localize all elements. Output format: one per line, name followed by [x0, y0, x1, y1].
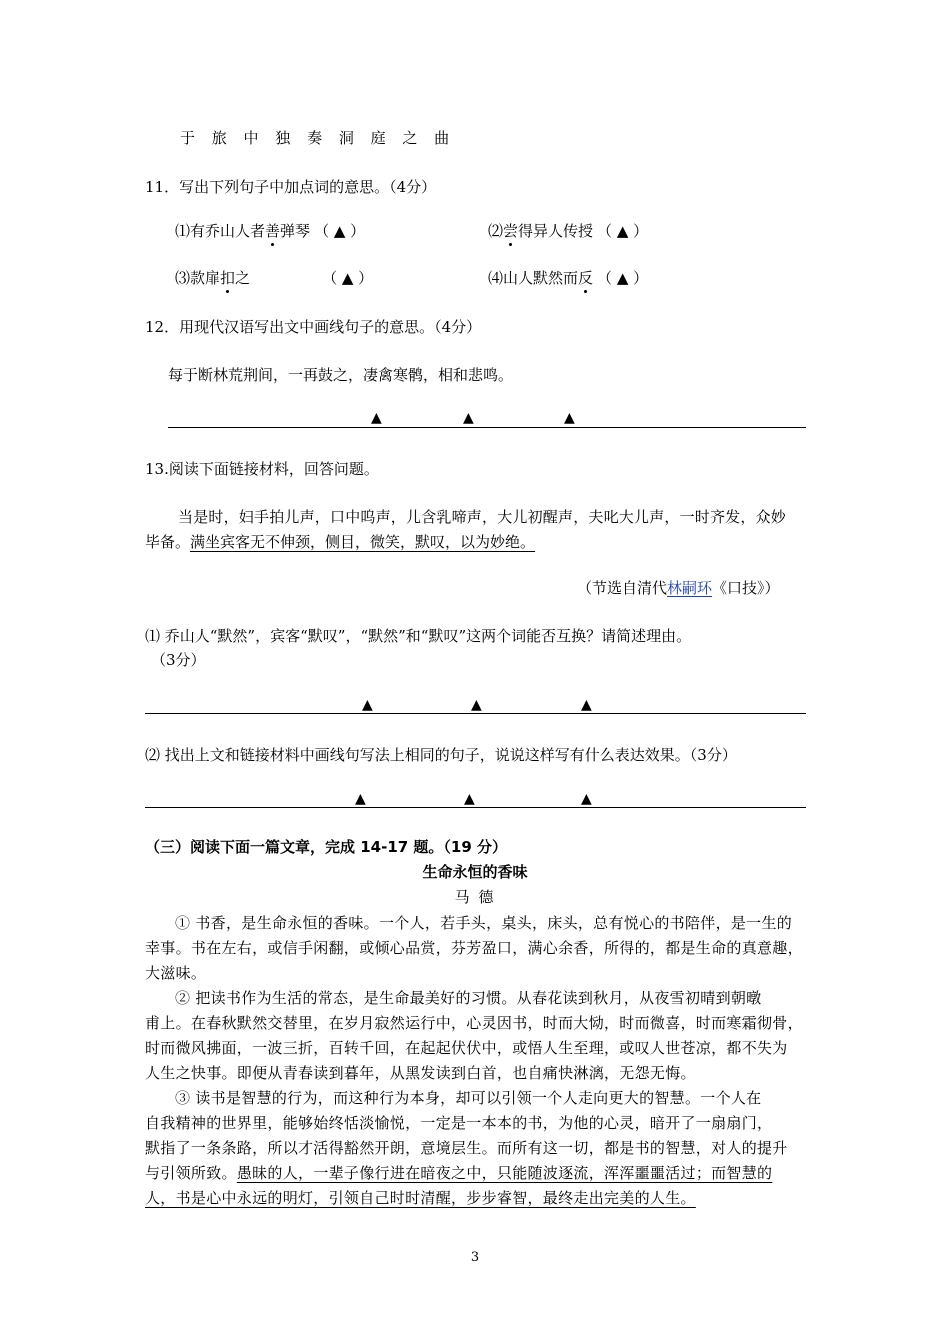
q11-dotted-word: 反 [578, 269, 594, 287]
answer-marker: ▲ [355, 791, 366, 807]
answer-marker: ▲ [581, 791, 592, 807]
q13-sub2: ⑵ 找出上文和链接材料中画线句写法上相同的句子，说说这样写有什么表达效果。（3分） [145, 746, 737, 764]
paragraph-1-line: ① 书香，是生命永恒的香味。一个人，若手头，桌头，床头，总有悦心的书陪伴，是一生的 [175, 914, 793, 932]
paragraph-3-underlined-sentence: 人，书是心中永远的明灯，引领自己时时清醒，步步睿智，最终走出完美的人生。 [145, 1189, 696, 1207]
paragraph-3-line [145, 1187, 810, 1208]
q13-source [577, 577, 780, 598]
q11-item-num: ⑴ [175, 222, 191, 240]
q11-item-num: ⑶ [175, 269, 191, 287]
article-author: 马 德 [454, 888, 496, 906]
q11-item-pre: 款扉 [190, 269, 221, 287]
q11-dotted-word: 尝 [503, 222, 519, 240]
q12-sentence: 每于断林荒荆间，一再鼓之，凄禽寒鹘，相和悲鸣。 [168, 366, 514, 384]
paragraph-3-line: 默指了一条条路，所以才活得豁然开朗，意境层生。而所有这一切，都是书的智慧，对人的提升 [145, 1139, 788, 1157]
answer-marker: ▲ [471, 697, 482, 713]
q11-item-2 [488, 220, 648, 241]
article-title: 生命永恒的香味 [422, 863, 528, 881]
q13-material-line-2 [145, 531, 535, 552]
paragraph-2-line: 时而微风拂面，一波三折，百转千回，在起起伏伏中，或悟人生至理，或叹人世苍凉，都不失为 [145, 1039, 788, 1057]
paragraph-2-line: ② 把读书作为生活的常态，是生命最美好的习惯。从春花读到秋月，从夜雪初晴到朝暾 [175, 989, 762, 1007]
q11-stem: 11．写出下列句子中加点词的意思。（4分） [145, 178, 437, 196]
q11-item-num: ⑷ [488, 269, 504, 287]
answer-marker: ▲ [564, 410, 575, 426]
paragraph-3-plain: 与引领所致。 [145, 1164, 237, 1182]
q13-stem: 13.阅读下面链接材料，回答问题。 [145, 460, 379, 478]
paragraph-3-line [145, 1162, 810, 1183]
paragraph-3-line: ③ 读书是智慧的行为，而这种行为本身，却可以引领一个人走向更大的智慧。一个人在 [175, 1089, 762, 1107]
source-suffix: 《口技》） [712, 579, 780, 597]
paragraph-2-line: 人生之快事。即便从青春读到暮年，从黑发读到白首，也自痛快淋漓，无怨无悔。 [145, 1064, 696, 1082]
q11-answer-blank[interactable]: （ ▲ ） [597, 269, 649, 287]
author-link[interactable]: 林嗣环 [667, 579, 713, 597]
q11-answer-blank[interactable]: （ ▲ ） [322, 269, 374, 287]
answer-marker: ▲ [371, 410, 382, 426]
q13-sub1-line-2: （3分） [151, 651, 206, 669]
q12-answer-line[interactable] [168, 427, 806, 428]
answer-marker: ▲ [362, 697, 373, 713]
q11-item-post: 弹琴 [280, 222, 311, 240]
q11-dotted-word: 善 [265, 222, 281, 240]
q13-sub1-line-1: ⑴ 乔山人“默然”，宾客“默叹”，“默然”和“默叹”这两个词能否互换？请简述理由。 [145, 627, 692, 645]
section-heading: （三）阅读下面一篇文章，完成 14-17 题。（19 分） [145, 838, 508, 856]
q11-item-3 [175, 267, 373, 288]
q11-item-4 [488, 267, 648, 288]
q11-item-pre: 有乔山人者 [190, 222, 266, 240]
q11-answer-blank[interactable]: （ ▲ ） [597, 222, 649, 240]
q11-item-pre: 山人默然而 [503, 269, 579, 287]
poem-line: 于 旅 中 独 奏 洞 庭 之 曲 [180, 129, 456, 147]
q11-item-post: 得异人传授 [518, 222, 594, 240]
q13-sub1-answer-line[interactable] [145, 713, 806, 714]
answer-marker: ▲ [581, 697, 592, 713]
q11-answer-blank[interactable]: （ ▲ ） [314, 222, 366, 240]
paragraph-3-line: 自我精神的世界里，能够始终恬淡愉悦，一定是一本本的书，为他的心灵，暗开了一扇扇门， [145, 1114, 773, 1132]
answer-marker: ▲ [463, 410, 474, 426]
q11-item-num: ⑵ [488, 222, 504, 240]
q13-sub2-answer-line[interactable] [145, 807, 806, 808]
paragraph-3-underlined-sentence: 愚昧的人，一辈子像行进在暗夜之中，只能随波逐流，浑浑噩噩活过；而智慧的 [236, 1164, 773, 1182]
paragraph-2-line: 甫上。在春秋默然交替里，在岁月寂然运行中，心灵因书，时而大恸，时而微喜，时而寒霜彻骨， [145, 1014, 803, 1032]
paragraph-1-line: 幸事。书在左右，或信手闲翻，或倾心品赏，芬芳盈口，满心余香，所得的，都是生命的真意趣， [145, 939, 803, 957]
q11-dotted-word: 扣 [220, 269, 236, 287]
q12-stem: 12．用现代汉语写出文中画线句子的意思。（4分） [145, 318, 482, 336]
material-underlined-sentence: 满坐宾客无不伸颈，侧目，微笑，默叹，以为妙绝。 [190, 533, 536, 551]
source-prefix: （节选自清代 [577, 579, 668, 597]
answer-marker: ▲ [464, 791, 475, 807]
material-plain-text: 毕备。 [145, 533, 191, 551]
q13-material-line-1: 当是时，妇手拍儿声，口中呜声，儿含乳啼声，大儿初醒声，夫叱大儿声，一时齐发，众妙 [178, 508, 787, 526]
page-number: 3 [470, 1250, 480, 1265]
q11-item-post: 之 [235, 269, 251, 287]
q11-item-1 [175, 220, 365, 241]
paragraph-1-line: 大滋味。 [145, 964, 207, 982]
